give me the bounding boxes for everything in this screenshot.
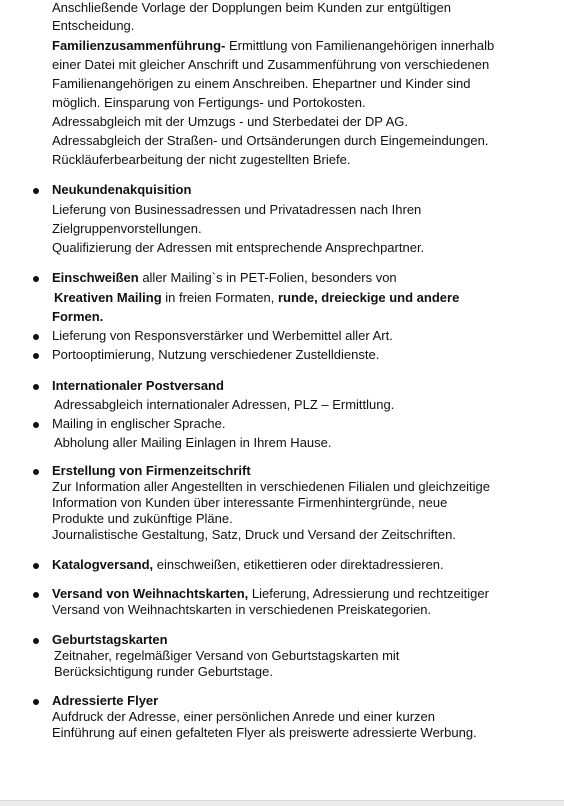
- intro-line: Adressabgleich mit der Umzugs - und Sterbedatei der DP AG.: [52, 114, 408, 129]
- weihnacht-line: Versand von Weihnachtskarten in verschiedenen Preiskategorien.: [52, 602, 432, 617]
- section-title-firmenzeitschrift: Erstellung von Firmenzeitschrift: [52, 463, 251, 478]
- intro-line: Rückläuferbearbeitung der nicht zugestellten Briefe.: [52, 152, 351, 167]
- intro-line: Entscheidung.: [52, 18, 135, 33]
- einschweissen-text: aller Mailing`s in PET-Folien, besonders von: [138, 270, 397, 285]
- family-paragraph-line: [52, 38, 494, 54]
- kreativ-text: Kreativen Mailing: [54, 290, 162, 305]
- neukunden-line: Zielgruppenvorstellungen.: [52, 221, 202, 236]
- section-title-geburtstag: Geburtstagskarten: [52, 632, 168, 647]
- formen-text: runde, dreieckige und andere: [277, 290, 460, 305]
- international-line: Abholung aller Mailing Einlagen in Ihrem Hause.: [54, 435, 332, 450]
- intro-line: Anschließende Vorlage der Dopplungen beim Kunden zur entgültigen: [52, 0, 451, 15]
- bullet-icon: [33, 699, 39, 705]
- bullet-icon: [33, 563, 39, 569]
- bullet-icon: [33, 276, 39, 282]
- bullet-icon: [33, 353, 39, 359]
- section-title-weihnacht: Versand von Weihnachtskarten,: [52, 586, 249, 601]
- firmenzeitschrift-line: Journalistische Gestaltung, Satz, Druck und Versand der Zeitschriften.: [52, 527, 456, 542]
- bullet-icon: [33, 188, 39, 194]
- bullet-icon: [33, 422, 39, 428]
- section-title-flyer: Adressierte Flyer: [52, 693, 159, 708]
- international-line: Mailing in englischer Sprache.: [52, 416, 226, 431]
- bullet-icon: [33, 384, 39, 390]
- section-title-einschweissen: Einschweißen: [52, 270, 139, 285]
- katalog-line: [52, 557, 444, 573]
- einschweissen-line: Formen.: [52, 309, 104, 324]
- family-paragraph-line: Familienangehörigen zu einem Anschreiben. Ehepartner und Kinder sind: [52, 76, 471, 91]
- flyer-line: Einführung auf einen gefalteten Flyer als preiswerte adressierte Werbung.: [52, 725, 477, 740]
- responsverstaerker-line: Lieferung von Responsverstärker und Werbemittel aller Art.: [52, 328, 393, 343]
- section-title-katalog: Katalogversand,: [52, 557, 154, 572]
- weihnacht-line: [52, 586, 489, 602]
- family-title: Familienzusammenführung-: [52, 38, 226, 53]
- bullet-icon: [33, 334, 39, 340]
- bottom-edge-bar: [0, 800, 564, 806]
- portooptimierung-line: Portooptimierung, Nutzung verschiedener Zustelldienste.: [52, 347, 380, 362]
- section-title-neukunden: Neukundenakquisition: [52, 182, 192, 197]
- bullet-icon: [33, 469, 39, 475]
- family-text: Ermittlung von Familienangehörigen innerhalb: [225, 38, 495, 53]
- einschweissen-line: [52, 270, 397, 286]
- katalog-text: einschweißen, etikettieren oder direktadressieren.: [153, 557, 444, 572]
- family-paragraph-line: möglich. Einsparung von Fertigungs- und Portokosten.: [52, 95, 366, 110]
- firmenzeitschrift-line: Information von Kunden über interessante Firmenhintergründe, neue: [52, 495, 448, 510]
- intro-line: Adressabgleich der Straßen- und Ortsänderungen durch Eingemeindungen.: [52, 133, 489, 148]
- flyer-line: Aufdruck der Adresse, einer persönlichen Anrede und einer kurzen: [52, 709, 436, 724]
- neukunden-line: Qualifizierung der Adressen mit entsprechende Ansprechpartner.: [52, 240, 425, 255]
- firmenzeitschrift-line: Zur Information aller Angestellten in verschiedenen Filialen und gleichzeitige: [52, 479, 490, 494]
- weihnacht-text: Lieferung, Adressierung und rechtzeitiger: [248, 586, 489, 601]
- geburtstag-line: Zeitnaher, regelmäßiger Versand von Geburtstagskarten mit: [54, 648, 400, 663]
- einschweissen-line: [54, 290, 459, 306]
- neukunden-line: Lieferung von Businessadressen und Privatadressen nach Ihren: [52, 202, 422, 217]
- einschweissen-text: in freien Formaten,: [161, 290, 278, 305]
- section-title-international: Internationaler Postversand: [52, 378, 224, 393]
- bullet-icon: [33, 592, 39, 598]
- firmenzeitschrift-line: Produkte und zukünftige Pläne.: [52, 511, 233, 526]
- bullet-icon: [33, 638, 39, 644]
- geburtstag-line: Berücksichtigung runder Geburtstage.: [54, 664, 273, 679]
- international-line: Adressabgleich internationaler Adressen, PLZ – Ermittlung.: [54, 397, 395, 412]
- family-paragraph-line: einer Datei mit gleicher Anschrift und Zusammenführung von verschiedenen: [52, 57, 490, 72]
